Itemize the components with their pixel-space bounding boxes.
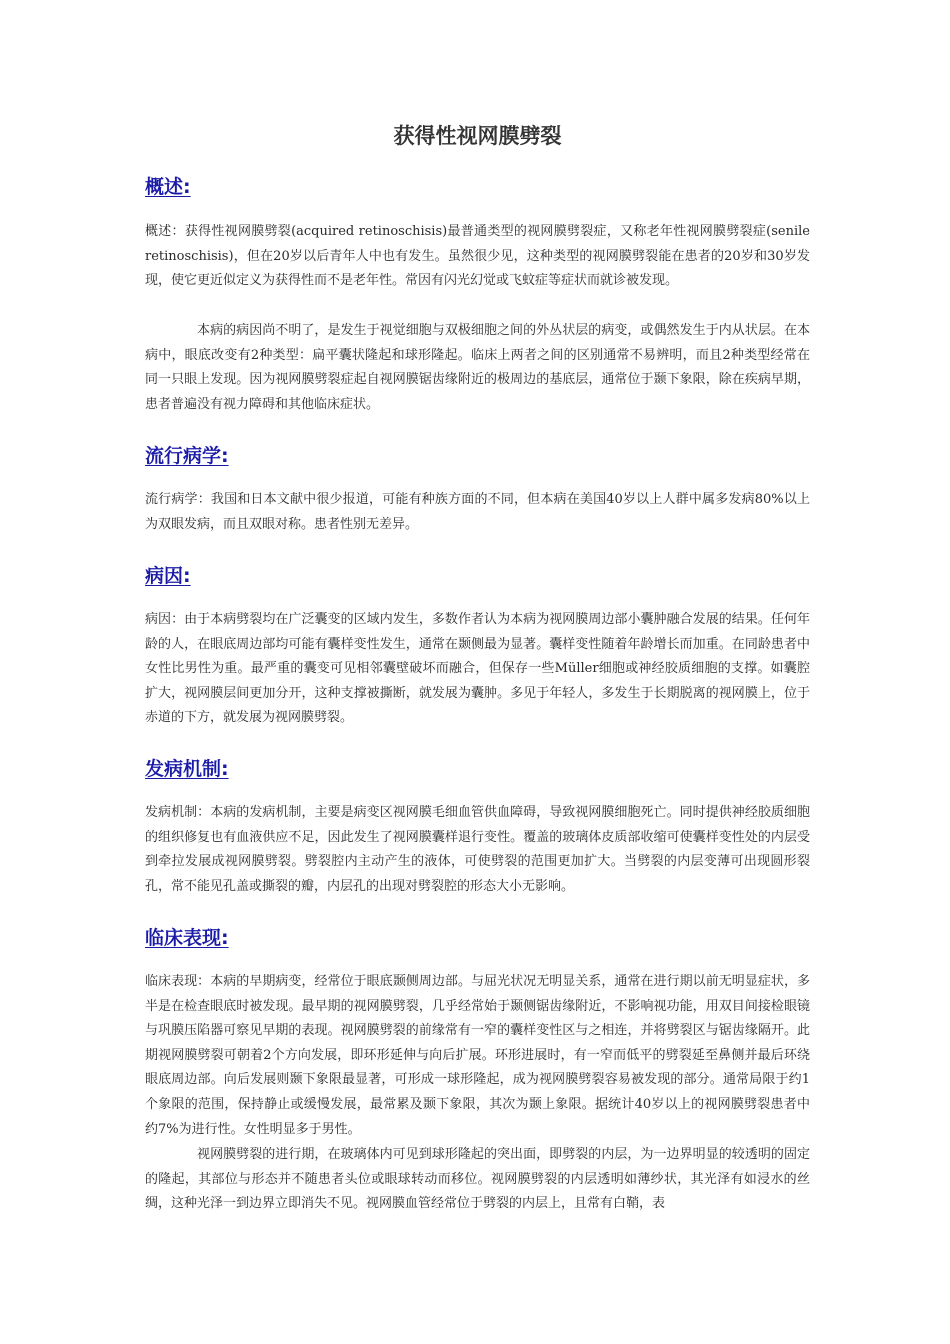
- paragraph-etiology: 病因：由于本病劈裂均在广泛囊变的区域内发生，多数作者认为本病为视网膜周边部小囊肿融合发展的结果。任何年龄的人，在眼底周边部均可能有囊样变性发生，通常在颞侧最为显著。囊样变性随着年龄增长而加重。在同龄患者中女性比男性为重。最严重的囊变可见相邻囊壁破坏而融合，但保存一些Müller细胞或神经胶质细胞的支撑。如囊腔扩大，视网膜层间更加分开，这种支撑被撕断，就发展为囊肿。多见于年轻人，多发生于长期脱离的视网膜上，位于赤道的下方，就发展为视网膜劈裂。: [145, 612, 810, 726]
- paragraph-clinical-2: [145, 1143, 810, 1217]
- paragraph-pathogenesis: 发病机制：本病的发病机制，主要是病变区视网膜毛细血管供血障碍，导致视网膜细胞死亡。同时提供神经胶质细胞的组织修复也有血液供应不足，因此发生了视网膜囊样退行变性。覆盖的玻璃体皮质部收缩可使囊样变性处的内层受到牵拉发展成视网膜劈裂。劈裂腔内主动产生的液体，可使劈裂的范围更加扩大。当劈裂的内层变薄可出现圆形裂孔，常不能见孔盖或撕裂的瓣，内层孔的出现对劈裂腔的形态大小无影响。: [145, 805, 810, 894]
- page-title: 获得性视网膜劈裂: [393, 124, 562, 148]
- paragraph-clinical-2-text: 视网膜劈裂的进行期，在玻璃体内可见到球形隆起的突出面，即劈裂的内层，为一边界明显的较透明的固定的隆起，其部位与形态并不随患者头位或眼球转动而移位。视网膜劈裂的内层透明如薄纱状，其光泽有如浸水的丝绸，这种光泽一到边界立即消失不见。视网膜血管经常位于劈裂的内层上，且常有白鞘，表: [145, 1147, 810, 1212]
- paragraph-epidemiology: 流行病学：我国和日本文献中很少报道，可能有种族方面的不同，但本病在美国40岁以上人群中属多发病80%以上为双眼发病，而且双眼对称。患者性别无差异。: [145, 492, 810, 532]
- section-heading-overview[interactable]: 概述:: [145, 176, 191, 198]
- section-heading-etiology[interactable]: 病因:: [145, 565, 191, 587]
- paragraph-overview-2-text: 本病的病因尚不明了，是发生于视觉细胞与双极细胞之间的外丛状层的病变，或偶然发生于内从状层。在本病中，眼底改变有2种类型：扁平囊状隆起和球形隆起。临床上两者之间的区别通常不易辨明，而且2种类型经常在同一只眼上发现。因为视网膜劈裂症起自视网膜锯齿缘附近的极周边的基底层，通常位于颞下象限，除在疾病早期，患者普遍没有视力障碍和其他临床症状。: [145, 323, 810, 412]
- section-heading-epidemiology[interactable]: 流行病学:: [145, 445, 229, 467]
- section-heading-pathogenesis[interactable]: 发病机制:: [145, 758, 229, 780]
- paragraph-overview-2: [145, 319, 810, 417]
- section-heading-clinical[interactable]: 临床表现:: [145, 927, 229, 949]
- paragraph-clinical-1: 临床表现：本病的早期病变，经常位于眼底颞侧周边部。与屈光状况无明显关系，通常在进行期以前无明显症状，多半是在检查眼底时被发现。最早期的视网膜劈裂，几乎经常始于颞侧锯齿缘附近，不影响视功能，用双目间接检眼镜与巩膜压陷器可察见早期的表现。视网膜劈裂的前缘常有一窄的囊样变性区与之相连，并将劈裂区与锯齿缘隔开。此期视网膜劈裂可朝着2个方向发展，即环形延伸与向后扩展。环形进展时，有一窄而低平的劈裂延至鼻侧并最后环绕眼底周边部。向后发展则颞下象限最显著，可形成一球形隆起，成为视网膜劈裂容易被发现的部分。通常局限于约1个象限的范围，保持静止或缓慢发展，最常累及颞下象限，其次为颞上象限。据统计40岁以上的视网膜劈裂患者中约7%为进行性。女性明显多于男性。: [145, 974, 810, 1137]
- paragraph-overview-1: 概述：获得性视网膜劈裂(acquired retinoschisis)最普通类型的视网膜劈裂症，又称老年性视网膜劈裂症(senile retinoschisis)，但在20岁以后青年人中也有发生。虽然很少见，这种类型的视网膜劈裂能在患者的20岁和30岁发现，使它更近似定义为获得性而不是老年性。常因有闪光幻觉或飞蚊症等症状而就诊被发现。: [145, 224, 810, 289]
